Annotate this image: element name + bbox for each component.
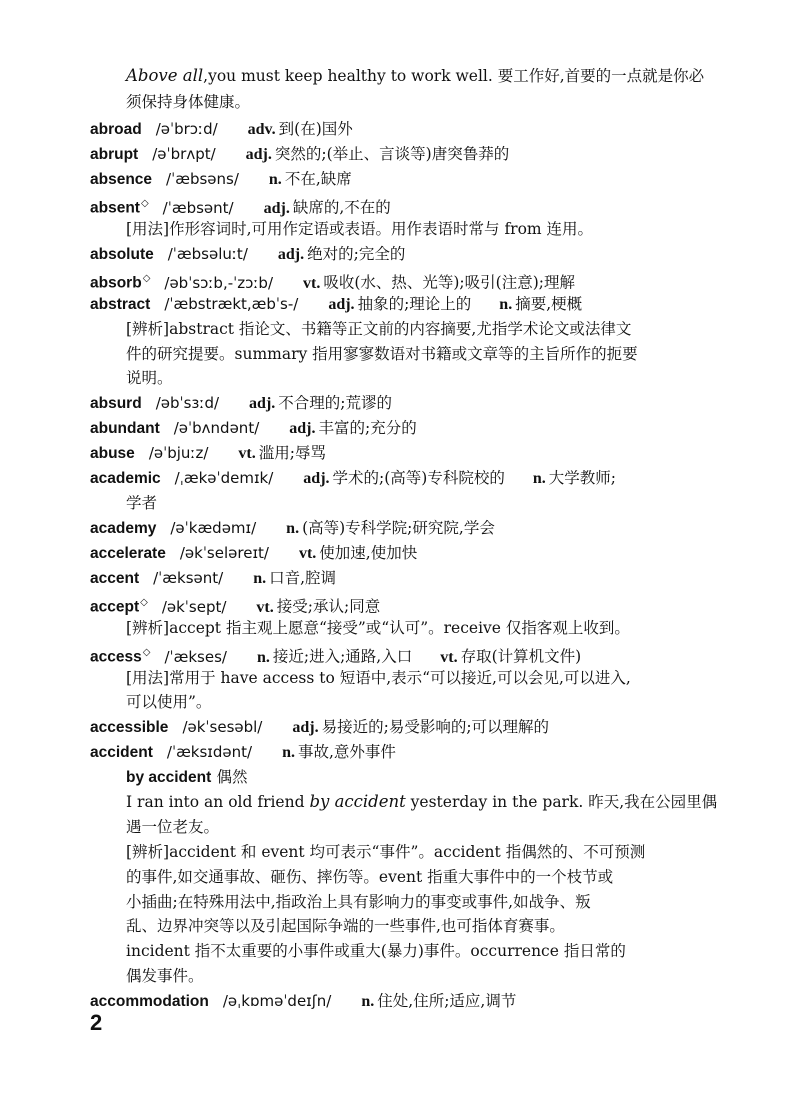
entry-abundant [90,416,417,441]
note-text: 说明。 [126,369,173,387]
definition: 存取(计算机文件) [460,647,582,666]
entry-accommodation [90,989,516,1014]
distinction-note-cont [126,366,173,390]
definition: 接近;进入;通路,入口 [272,647,413,666]
definition: 摘要,梗概 [515,295,583,313]
phonetic: /əkˈsesəbl/ [182,718,263,736]
phonetic: /ˈæbsəluːt/ [167,245,248,263]
distinction-note [126,840,645,864]
usage-note [126,666,631,690]
example-text: yesterday in the park. 昨天,我在公园里偶 [405,793,718,811]
headword: access [90,648,142,666]
definition: 学者 [126,494,158,512]
part-of-speech: adj. [245,146,272,163]
definition: 绝对的;完全的 [307,245,406,263]
definition: 抽象的;理论上的 [357,295,472,313]
headword: abundant [90,420,160,437]
phonetic: /əˈbjuːz/ [148,444,209,462]
note-text: [用法]作形容词时,可用作定语或表语。用作表语时常与 from 连用。 [126,220,594,238]
example-continuation [126,90,250,114]
note-text: 件的研究提要。summary 指用寥寥数语对书籍或文章等的主旨所作的扼要 [126,345,638,363]
headword: abuse [90,445,135,462]
distinction-note [126,616,630,640]
usage-note-cont [126,690,211,714]
headword: abroad [90,121,142,138]
part-of-speech: vt. [238,445,256,462]
entry-academy [90,516,495,541]
part-of-speech: adj. [277,246,305,263]
definition: 易接近的;易受影响的;可以理解的 [321,718,550,736]
note-text: 偶发事件。 [126,967,204,985]
note-text: 小插曲;在特殊用法中,指政治上具有影响力的事变或事件,如战争、叛 [126,893,591,911]
distinction-note-cont [126,964,204,988]
definition: 缺席的,不在的 [292,198,391,217]
entry-absolute [90,242,405,267]
phonetic: /ˌækəˈdemɪk/ [174,469,274,487]
phonetic: /əkˈseləreɪt/ [179,544,269,562]
example-text: I ran into an old friend [126,793,310,811]
entry-academic [90,466,616,491]
entry-accelerate [90,541,417,566]
example-emphasis: by accident [309,792,406,811]
note-text: [用法]常用于 have access to 短语中,表示“可以接近,可以会见,可以进入, [126,669,631,687]
part-of-speech: adj. [303,470,330,487]
part-of-speech: adj. [263,199,290,217]
note-text: 乱、边界冲突等以及引起国际争端的一些事件,也可指体育赛事。 [126,917,565,935]
phonetic: /əkˈsept/ [161,597,227,616]
part-of-speech: n. [253,570,267,587]
example-text: ,you must keep healthy to work well. 要工作好,首要的一点就是你必 [203,67,705,85]
headword: absence [90,171,153,188]
part-of-speech: adj. [328,296,355,313]
note-text: [辨析]accept 指主观上愿意“接受”或“认可”。receive 仅指客观上收到。 [126,619,630,637]
headword: accommodation [90,993,209,1010]
diamond-mark-icon: ◇ [140,597,148,608]
headword: absurd [90,395,142,412]
example-continuation [126,815,219,839]
note-text: 可以使用”。 [126,693,212,711]
part-of-speech: n. [532,470,546,487]
usage-note [126,217,593,241]
diamond-mark-icon: ◇ [140,198,149,209]
part-of-speech: adv. [247,121,276,138]
part-of-speech: adj. [292,719,319,736]
phonetic: /əˈbrʌpt/ [152,145,216,163]
headword: accept [90,598,140,616]
example-text: 须保持身体健康。 [126,93,251,111]
part-of-speech: n. [361,993,375,1010]
part-of-speech: vt. [298,545,317,562]
phonetic: /əˈbrɔːd/ [155,120,218,138]
phonetic: /ˈæbsəns/ [166,170,239,188]
example-sentence [126,790,717,814]
headword: absolute [90,246,154,263]
entry-abstract [90,292,582,317]
entry-absurd [90,391,392,416]
distinction-note-cont [126,865,613,889]
definition: 住处,住所;适应,调节 [377,992,517,1010]
part-of-speech: adj. [289,420,316,437]
definition: 学术的;(高等)专科院校的 [332,469,505,487]
definition: 口音,腔调 [269,569,337,587]
definition: 接受;承认;同意 [276,597,381,616]
definition: 不合理的;荒谬的 [278,394,393,412]
headword: academy [90,520,157,537]
note-text: [辨析]accident 和 event 均可表示“事件”。accident 指偶然的、不可预测 [126,843,646,861]
distinction-note-cont [126,890,591,914]
entry-accent [90,566,336,591]
definition: 事故,意外事件 [297,743,396,761]
definition: 使加速,使加快 [319,544,418,562]
phrase-text: by accident [126,769,212,786]
headword: accent [90,570,140,587]
part-of-speech: n. [256,648,270,666]
phonetic: /əbˈsɔːb,-ˈzɔːb/ [164,273,273,292]
diamond-mark-icon: ◇ [142,647,151,658]
definition: 吸收(水、热、光等);吸引(注意);理解 [323,273,575,292]
part-of-speech: vt. [303,274,321,292]
note-text: 的事件,如交通事故、砸伤、摔伤等。event 指重大事件中的一个枝节或 [126,868,614,886]
diamond-mark-icon: ◇ [142,273,151,284]
definition-continuation [126,491,157,515]
part-of-speech: n. [282,744,295,761]
example-text: 遇一位老友。 [126,818,220,836]
part-of-speech: adj. [249,395,276,412]
phonetic: /əˈbʌndənt/ [173,419,260,437]
distinction-note-cont [126,342,638,366]
phonetic: /ˈæbstrækt,æbˈs-/ [164,295,299,313]
part-of-speech: n. [286,520,300,537]
headword: absorb [90,274,142,292]
headword: accelerate [90,545,166,562]
headword: abstract [90,296,151,313]
entry-abuse [90,441,326,466]
phonetic: /ˈæbsənt/ [162,198,234,217]
headword: accessible [90,719,169,736]
phonetic: /əbˈsɜːd/ [155,394,220,412]
entry-absence [90,167,352,192]
example-sentence [126,64,704,88]
part-of-speech: n. [499,296,513,313]
entry-accident [90,740,396,765]
definition: 大学教师; [548,469,616,487]
part-of-speech: vt. [440,648,458,666]
phonetic: /ˈækses/ [164,647,227,666]
distinction-note-cont [126,914,565,938]
entry-accessible [90,715,549,740]
headword: abrupt [90,146,139,163]
definition: 到(在)国外 [278,120,353,138]
definition: 不在,缺席 [284,170,352,188]
phonetic: /ˈæksɪdənt/ [166,743,253,761]
example-emphasis: Above all [126,66,204,85]
page-number: 2 [90,1010,103,1035]
part-of-speech: n. [268,171,282,188]
headword: academic [90,470,161,487]
phonetic: /əˌkɒməˈdeɪʃn/ [222,992,332,1010]
headword: absent [90,199,140,217]
phrase-definition: 偶然 [216,768,248,786]
note-text: incident 指不太重要的小事件或重大(暴力)事件。occurrence 指日常的 [126,942,626,960]
definition: 突然的;(举止、言谈等)唐突鲁莽的 [274,145,510,163]
part-of-speech: vt. [256,598,274,616]
definition: 滥用;辱骂 [258,444,326,462]
note-text: [辨析]abstract 指论文、书籍等正文前的内容摘要,尤指学术论文或法律文 [126,320,632,338]
distinction-note [126,317,631,341]
phrase [126,765,248,790]
definition: (高等)专科学院;研究院,学会 [302,519,495,537]
distinction-note-cont [126,939,626,963]
entry-abroad [90,117,353,142]
headword: accident [90,744,153,761]
phonetic: /ˈæksənt/ [153,569,224,587]
entry-abrupt [90,142,509,167]
phonetic: /əˈkædəmɪ/ [170,519,257,537]
definition: 丰富的;充分的 [318,419,417,437]
